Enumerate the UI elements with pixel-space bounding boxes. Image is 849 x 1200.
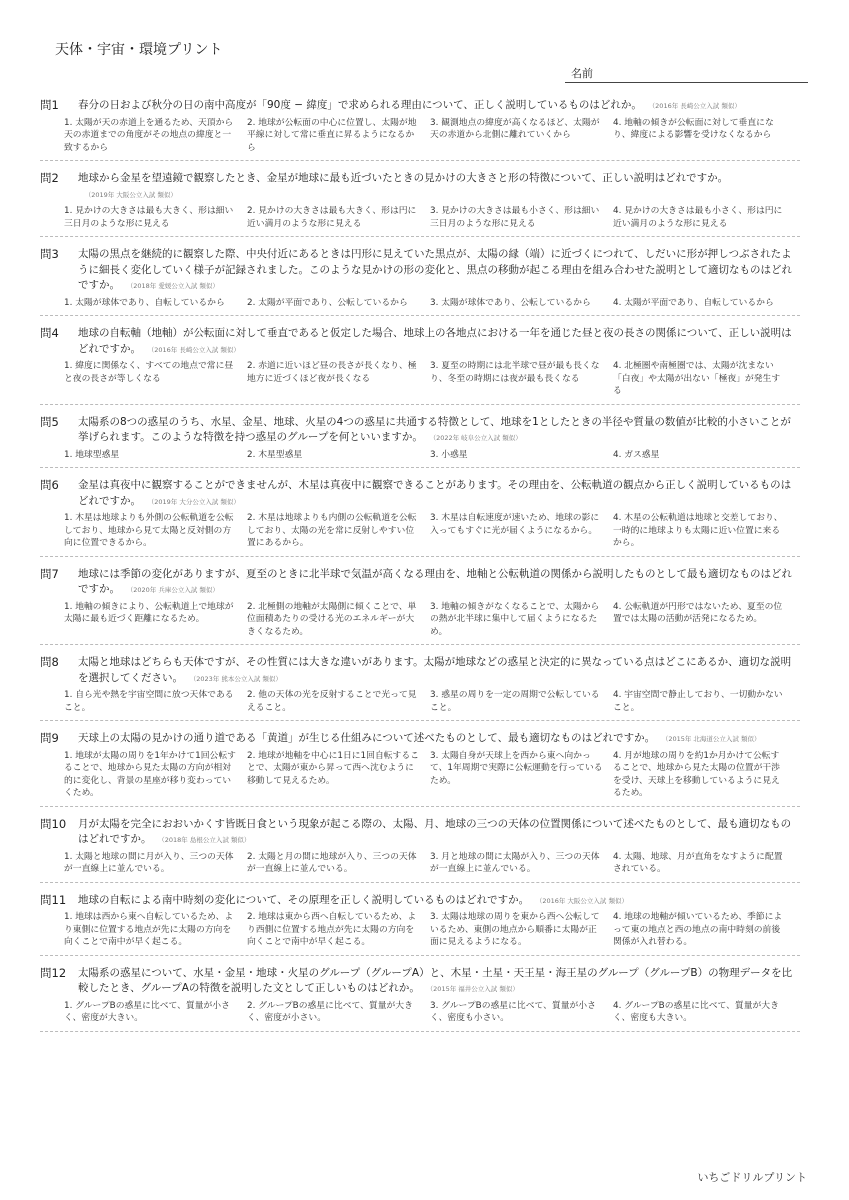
question-number: 問11 <box>40 892 67 907</box>
answer-options <box>40 851 800 876</box>
question-number: 問2 <box>40 171 59 185</box>
question-source: （2016年 長崎公立入試 類似） <box>151 345 240 354</box>
question-source: （2015年 北海道公立入試 類似） <box>665 735 761 743</box>
question-source: （2018年 島根公立入試 類似） <box>161 836 251 844</box>
question-number: 問5 <box>40 414 59 429</box>
answer-options <box>40 360 800 398</box>
question-text: 春分の日および秋分の日の南中高度が「90度 − 緯度」で求められる理由について、正しく説明しているものはどれか。 <box>78 99 642 111</box>
question-source: （2016年 大阪公立入試 類似） <box>539 896 629 905</box>
question-text: 太陽系の惑星について、水星・金星・地球・火星のグループ（グループA）と、木星・土星・天王星・海王星のグループ（グループB）の物理データを比較したとき、グループAの特徴を説明した文として正しいものはどれか。 <box>78 966 793 994</box>
answer-option-1[interactable]: 1. 木星は地球よりも外側の公転軌道を公転しており、地球から見て太陽と反対側の方向に位置できるから。 <box>64 513 234 548</box>
answer-option-2[interactable]: 2. 木星型惑星 <box>247 449 303 460</box>
answer-option-3[interactable]: 3. 夏至の時期には北半球で昼が最も長くなり、冬至の時期には夜が最も長くなる <box>430 361 600 384</box>
answer-option-1[interactable]: 1. 自ら光や熱を宇宙空間に放つ天体であること。 <box>64 690 234 713</box>
answer-option-2[interactable]: 2. 他の天体の光を反射することで光って見えること。 <box>247 690 417 713</box>
answer-option-1[interactable]: 1. 地球は西から東へ自転しているため、より東側に位置する地点が先に太陽の方向を向くことで南中が早く起こる。 <box>64 912 234 947</box>
answer-option-3[interactable]: 3. 惑星の周りを一定の周期で公転していること。 <box>430 690 600 713</box>
question-number: 問3 <box>40 247 59 261</box>
answer-option-2[interactable]: 2. 地球が地軸を中心に1日に1回自転することで、太陽が東から昇って西へ沈むように移動して見えるため。 <box>247 750 419 786</box>
answer-options <box>40 512 800 550</box>
answer-option-4[interactable]: 4. 見かけの大きさは最も小さく、形は円に近い満月のような形に見える <box>613 206 783 229</box>
answer-option-1[interactable]: 1. 地球型惑星 <box>64 449 120 460</box>
question-block <box>40 567 800 646</box>
answer-option-3[interactable]: 3. グループBの惑星に比べて、質量が小さく、密度も小さい。 <box>430 1000 596 1023</box>
answer-option-1[interactable]: 1. グループBの惑星に比べて、質量が小さく、密度が大きい。 <box>64 1000 230 1023</box>
answer-options <box>40 689 800 714</box>
answer-options <box>40 449 800 462</box>
answer-options <box>40 117 800 155</box>
question-text: 太陽系の8つの惑星のうち、水星、金星、地球、火星の4つの惑星に共通する特徴として、地球を1としたときの半径や質量の数値が比較的小さいことが挙げられます。このような特徴を持つ惑星のグループを何といいますか。 <box>78 415 791 443</box>
answer-option-3[interactable]: 3. 木星は自転速度が速いため、地球の影に入ってもすぐに光が届くようになるから。 <box>430 513 600 536</box>
answer-option-4[interactable]: 4. 木星の公転軌道は地球と交差しており、一時的に地球よりも太陽に近い位置に来るから。 <box>613 513 783 548</box>
question-source: （2018年 愛媛公立入試 類似） <box>130 282 219 290</box>
question-source: （2016年 長崎公立入試 類似） <box>651 102 741 110</box>
answer-option-3[interactable]: 3. 観測地点の緯度が高くなるほど、太陽が天の赤道から北側に離れていくから <box>430 117 600 140</box>
question-text: 地球の自転による南中時刻の変化について、その原理を正しく説明しているものはどれですか。 <box>78 893 530 906</box>
question-number: 問6 <box>40 478 59 492</box>
question-header <box>40 893 800 910</box>
answer-option-1[interactable]: 1. 太陽と地球の間に月が入り、三つの天体が一直線上に並んでいる。 <box>64 851 234 874</box>
answer-option-3[interactable]: 3. 太陽は地球の周りを東から西へ公転しているため、東側の地点から順番に太陽が正面に見えるようになる。 <box>430 912 600 947</box>
question-block <box>40 478 800 557</box>
answer-option-3[interactable]: 3. 太陽自身が天球上を西から東へ向かって、1年周期で実際に公転運動を行っているため。 <box>430 750 603 786</box>
question-text: 金星は真夜中に観察することができませんが、木星は真夜中に観察できることがあります。その理由を、公転軌道の観点から正しく説明しているものはどれですか。 <box>78 479 792 507</box>
footer-brand: いちごドリルプリント <box>697 1171 807 1184</box>
answer-option-3[interactable]: 3. 地軸の傾きがなくなることで、太陽からの熱が北半球に集中して届くようになるため。 <box>430 601 600 637</box>
answer-options <box>40 297 800 310</box>
answer-option-1[interactable]: 1. 見かけの大きさは最も大きく、形は細い三日月のような形に見える <box>64 206 234 229</box>
question-header <box>40 326 800 358</box>
question-text: 天球上の太陽の見かけの通り道である「黄道」が生じる仕組みについて述べたものとして、最も適切なものはどれですか。 <box>78 732 656 744</box>
answer-option-4[interactable]: 4. 太陽が平面であり、自転しているから <box>613 297 774 308</box>
question-number: 問1 <box>40 98 59 112</box>
question-header <box>40 567 800 599</box>
question-source: （2019年 大阪公立入試 類似） <box>88 190 177 199</box>
question-text: 太陽の黒点を継続的に観察した際、中央付近にあるときは円形に見えていた黒点が、太陽の縁（端）に近づくにつれて、しだいに形が押しつぶされたように細長く変化していく様子が記録されました。このような見かけの形の変化と、黒点の移動が起こる理由を組み合わせた説明として適切なものはどれですか。 <box>78 248 792 291</box>
question-block <box>40 893 800 956</box>
answer-option-2[interactable]: 2. 木星は地球よりも内側の公転軌道を公転しており、太陽の光を常に反射しやすい位置にあるから。 <box>247 513 417 548</box>
question-header <box>40 171 800 203</box>
question-block <box>40 326 800 405</box>
answer-options <box>40 750 800 800</box>
answer-option-2[interactable]: 2. グループBの惑星に比べて、質量が大きく、密度が小さい。 <box>247 1000 413 1023</box>
name-label: 名前 <box>571 67 593 80</box>
question-source: （2015年 福井公立入試 類似） <box>429 985 519 993</box>
question-list <box>40 98 800 1042</box>
answer-option-3[interactable]: 3. 太陽が球体であり、公転しているから <box>430 297 591 308</box>
answer-option-1[interactable]: 1. 太陽が球体であり、自転しているから <box>64 297 225 308</box>
question-header <box>40 731 800 748</box>
answer-option-2[interactable]: 2. 地球が公転面の中心に位置し、太陽が地平線に対して常に垂直に昇るようになるから <box>247 117 417 153</box>
question-header <box>40 966 800 998</box>
answer-option-4[interactable]: 4. 地球の地軸が傾いているため、季節によって東の地点と西の地点の南中時刻の前後関係が入れ替わる。 <box>613 912 783 947</box>
answer-option-1[interactable]: 1. 太陽が天の赤道上を通るため、天頂から天の赤道までの角度がその地点の緯度と一致するから <box>64 117 234 153</box>
question-text: 地球の自転軸（地軸）が公転面に対して垂直であると仮定した場合、地球上の各地点における一年を通じた昼と夜の長さの関係について、正しい説明はどれですか。 <box>78 327 792 355</box>
answer-option-1[interactable]: 1. 緯度に関係なく、すべての地点で常に昼と夜の長さが等しくなる <box>64 361 234 384</box>
question-source: （2020年 兵庫公立入試 類似） <box>130 586 219 594</box>
answer-option-2[interactable]: 2. 太陽が平面であり、公転しているから <box>247 297 408 308</box>
question-source: （2022年 岐阜公立入試 類似） <box>432 434 522 442</box>
answer-option-4[interactable]: 4. 太陽、地球、月が直角をなすように配置されている。 <box>613 851 783 874</box>
answer-option-2[interactable]: 2. 見かけの大きさは最も大きく、形は円に近い満月のような形に見える <box>247 206 417 229</box>
answer-options <box>40 1000 800 1025</box>
answer-option-2[interactable]: 2. 地球は東から西へ自転しているため、より西側に位置する地点が先に太陽の方向を向くことで南中が早く起こる。 <box>247 912 417 947</box>
question-block <box>40 171 800 237</box>
question-header <box>40 655 800 687</box>
answer-options <box>40 601 800 639</box>
answer-option-4[interactable]: 4. 北極圏や南極圏では、太陽が沈まない「白夜」や太陽が出ない「極夜」が発生する <box>613 361 781 396</box>
question-header <box>40 817 800 849</box>
answer-option-1[interactable]: 1. 地軸の傾きにより、公転軌道上で地球が太陽に最も近づく距離になるため。 <box>64 601 234 624</box>
answer-option-2[interactable]: 2. 赤道に近いほど昼の長さが長くなり、極地方に近づくほど夜が長くなる <box>247 361 417 384</box>
question-number: 問7 <box>40 566 59 581</box>
question-header <box>40 98 800 115</box>
question-block <box>40 98 800 161</box>
question-number: 問8 <box>40 655 59 669</box>
answer-option-4[interactable]: 4. 地軸の傾きが公転面に対して垂直になり、緯度による影響を受けなくなるから <box>613 117 774 140</box>
answer-option-2[interactable]: 2. 太陽と月の間に地球が入り、三つの天体が一直線上に並んでいる。 <box>247 851 417 874</box>
answer-option-4[interactable]: 4. 月が地球の周りを約1か月かけて公転することで、地球から見た太陽の位置が干渉を受け、天球上を移動しているように見えるため。 <box>613 750 780 798</box>
answer-option-4[interactable]: 4. グループBの惑星に比べて、質量が大きく、密度も大きい。 <box>613 1000 779 1023</box>
question-block <box>40 966 800 1032</box>
answer-option-3[interactable]: 3. 小惑星 <box>430 449 468 460</box>
question-block <box>40 817 800 883</box>
question-source: （2019年 大分公立入試 類似） <box>151 497 240 506</box>
answer-option-1[interactable]: 1. 地球が太陽の周りを1年かけて1回公転することで、地球から見た太陽の方向が相対的に変化し、背景の星座が移り変わっていくため。 <box>64 750 236 798</box>
answer-option-4[interactable]: 4. ガス惑星 <box>613 449 660 460</box>
answer-option-4[interactable]: 4. 公転軌道が円形ではないため、夏至の位置では太陽の活動が活発になるため。 <box>613 601 783 624</box>
question-source: （2023年 熊本公立入試 類似） <box>193 674 282 683</box>
question-number: 問12 <box>40 965 67 980</box>
question-header <box>40 478 800 510</box>
question-number: 問4 <box>40 326 59 340</box>
question-block <box>40 415 800 469</box>
question-block <box>40 731 800 807</box>
question-header <box>40 247 800 295</box>
answer-option-3[interactable]: 3. 月と地球の間に太陽が入り、三つの天体が一直線上に並んでいる。 <box>430 851 600 874</box>
question-text: 地球から金星を望遠鏡で観察したとき、金星が地球に最も近づいたときの見かけの大きさと形の特徴について、正しい説明はどれですか。 <box>78 172 729 184</box>
answer-option-2[interactable]: 2. 北極側の地軸が太陽側に傾くことで、単位面積あたりの受ける光のエネルギーが大きくなるため。 <box>247 601 417 637</box>
page-title: 天体・宇宙・環境プリント <box>55 42 223 58</box>
answer-option-4[interactable]: 4. 宇宙空間で静止しており、一切動かないこと。 <box>613 690 783 713</box>
question-block <box>40 655 800 721</box>
question-text: 地球には季節の変化がありますが、夏至のときに北半球で気温が高くなる理由を、地軸と公転軌道の関係から説明したものとして最も適切なものはどれですか。 <box>78 567 792 595</box>
name-field[interactable] <box>565 62 808 83</box>
question-number: 問9 <box>40 731 59 745</box>
answer-options <box>40 205 800 230</box>
question-text: 月が太陽を完全におおいかくす皆既日食という現象が起こる際の、太陽、月、地球の三つの天体の位置関係について述べたものとして、最も適切なものはどれですか。 <box>78 817 792 845</box>
question-header <box>40 415 800 447</box>
question-block <box>40 247 800 316</box>
question-text: 太陽と地球はどちらも天体ですが、その性質には大きな違いがあります。太陽が地球などの惑星と決定的に異なっている点はどこにあるか、適切な説明を選択してください。 <box>78 656 792 684</box>
question-number: 問10 <box>40 816 67 831</box>
answer-options <box>40 911 800 949</box>
answer-option-3[interactable]: 3. 見かけの大きさは最も小さく、形は細い三日月のような形に見える <box>430 206 600 229</box>
